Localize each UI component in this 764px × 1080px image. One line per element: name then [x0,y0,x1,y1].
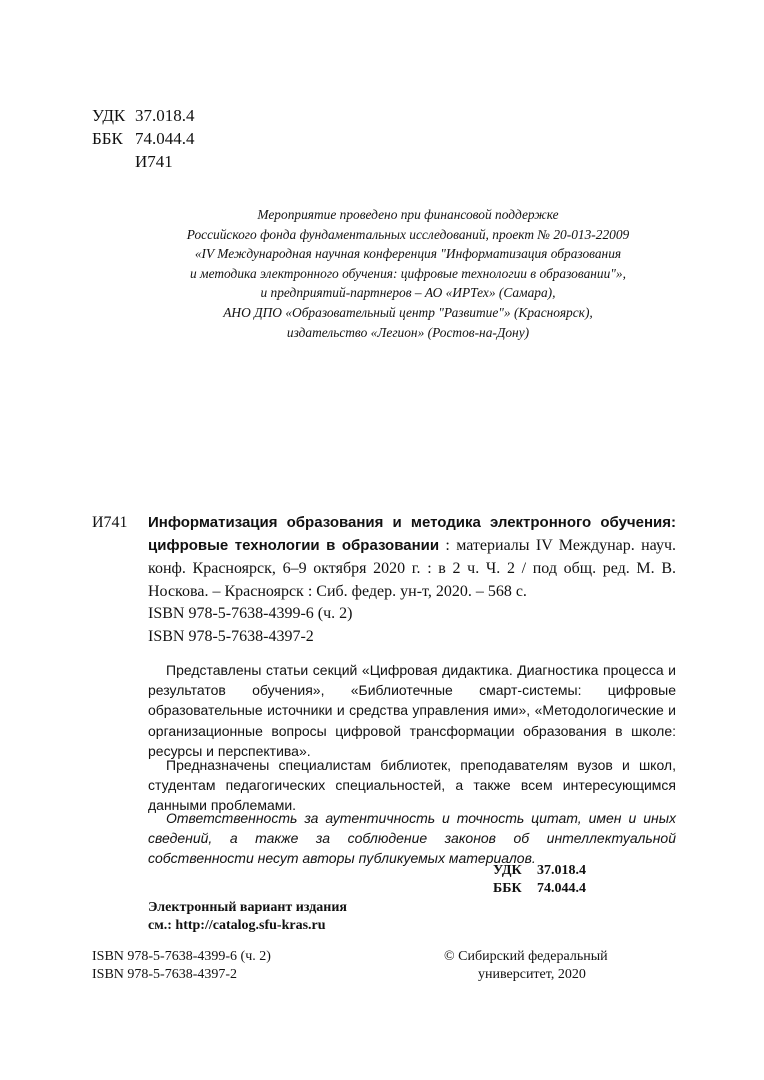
udk-label: УДК [92,106,126,125]
annotation-paragraph: Представлены статьи секций «Цифровая дидактика. Диагностика процесса и результатов обучения», «Библиотечные смарт-системы: цифровые образовательные источники и средства управления ими», «Методологические и организационные вопросы цифровой трансформации образования в школе: ресурсы и перспектива». [148,662,676,759]
bottom-isbn-list [92,948,271,984]
bottom-isbn-set: ISBN 978-5-7638-4397-2 [92,967,238,982]
entry-description: : материалы IV Междунар. науч. конф. Красноярск, 6–9 октября 2020 г. : в 2 ч. Ч. 2 / под общ. ред. М. В. Носкова. – Красноярск : Сиб. федер. ун-т, 2020. – 568 с. [148,537,677,600]
responsibility-text: Ответственность за аутентичность и точность цитат, имен и иных сведений, а также за соблюдение законов об интеллектуальной собственности несут авторы публикуемых материалов. [148,810,676,867]
entry-code: И741 [92,514,128,531]
copyright-line: © Сибирский федеральный [444,949,608,964]
funding-line: АНО ДПО «Образовательный центр "Развитие"» (Красноярск), [223,304,593,320]
copyright [444,948,608,984]
udk-row [92,104,195,127]
author-code: И741 [135,152,173,171]
entry-title: Информатизация образования и методика электронного обучения: цифровые технологии в образовании [148,514,676,554]
funding-line: издательство «Легион» (Ростов-на-Дону) [286,324,530,340]
funding-line: «IV Международная научная конференция "Информатизация образования [194,246,622,262]
electronic-label: Электронный вариант издания [148,900,347,915]
isbn-set: ISBN 978-5-7638-4397-2 [148,628,314,645]
classification-bottom [493,862,586,898]
udk-value: 37.018.4 [135,106,195,125]
bbk-value-bottom: 74.044.4 [537,881,586,896]
udk-row-bottom [493,862,586,880]
bbk-row [92,127,195,150]
udk-value-bottom: 37.018.4 [537,863,586,878]
bottom-isbn-part: ISBN 978-5-7638-4399-6 (ч. 2) [92,949,271,964]
funding-line: и методика электронного обучения: цифровые технологии в образовании"», [190,265,626,281]
isbn-part: ISBN 978-5-7638-4399-6 (ч. 2) [148,605,353,622]
funding-line: Мероприятие проведено при финансовой поддержке [257,207,559,222]
electronic-version [148,899,347,935]
entry-isbn-list [148,602,352,648]
funding-line: и предприятий-партнеров – АО «ИРТех» (Самара), [260,285,556,301]
funding-line: Российского фонда фундаментальных исследований, проект № 20-013-22009 [186,226,630,242]
annotation-audience [148,755,676,816]
bbk-label: ББК [92,129,123,148]
funding-note [128,205,688,342]
bbk-label-bottom: ББК [493,881,522,896]
responsibility-note [148,808,676,869]
annotation-contents [148,660,676,761]
bibliographic-entry [148,511,676,603]
copyright-line: университет, 2020 [478,967,586,982]
bbk-row-bottom [493,880,586,898]
udk-label-bottom: УДК [493,863,522,878]
classification-block [92,104,195,173]
bbk-value: 74.044.4 [135,129,195,148]
annotation-paragraph: Предназначены специалистам библиотек, преподавателям вузов и школ, студентам педагогических специальностей, а также всем интересующимся данными проблемами. [148,757,676,814]
electronic-link: см.: http://catalog.sfu-kras.ru [148,918,326,933]
